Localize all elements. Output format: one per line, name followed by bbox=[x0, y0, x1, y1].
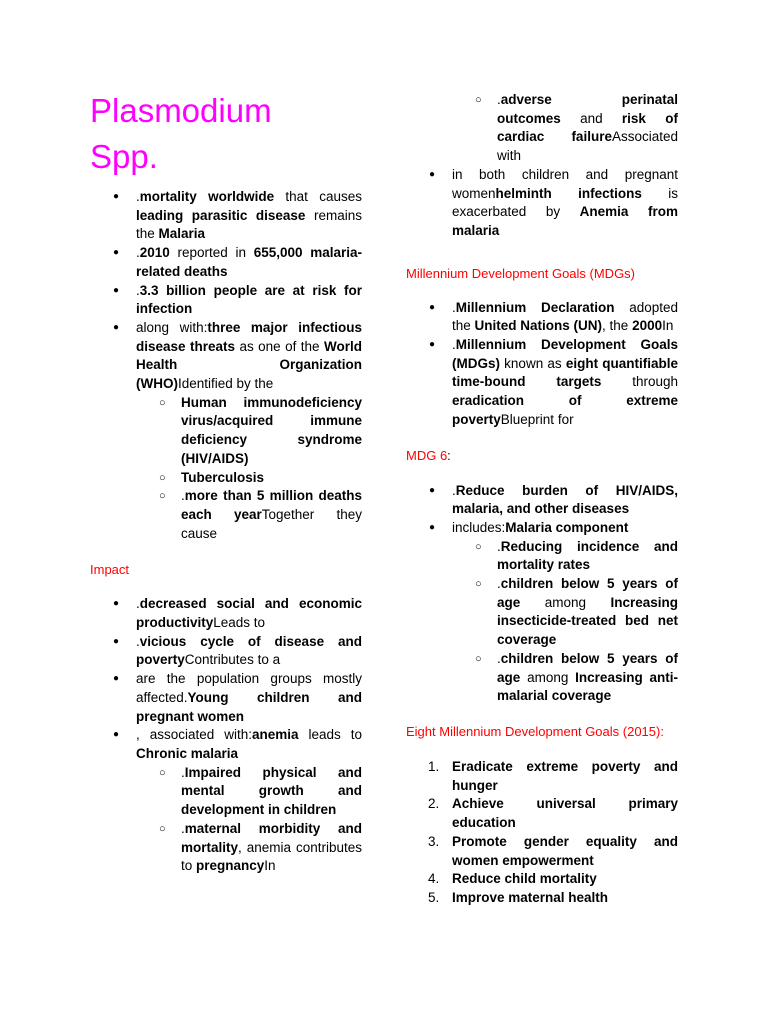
list-item: ● .2010 reported in 655,000 malaria-related deaths bbox=[90, 244, 362, 281]
mdg-list bbox=[406, 299, 678, 430]
list-item bbox=[90, 726, 362, 876]
sublist-item: ○ .Reducing incidence and mortality rates bbox=[452, 538, 678, 575]
list-item: ● are the population groups mostly affected.Young children and pregnant women bbox=[90, 670, 362, 726]
right-column bbox=[406, 0, 678, 908]
item-number: 3. bbox=[428, 833, 440, 849]
impact-heading: Impact bbox=[90, 562, 130, 578]
list-item-text: along with:three major infectious disease threats as one of the World Health Organization (WHO)Identified by the bbox=[136, 319, 362, 392]
item-text: Eradicate extreme poverty and hunger bbox=[452, 758, 678, 793]
numbered-item bbox=[406, 870, 678, 889]
list-item-text: , associated with:anemia leads to Chronic malaria bbox=[136, 727, 362, 761]
left-column bbox=[90, 0, 362, 876]
item-text: Improve maternal health bbox=[452, 889, 609, 905]
sublist-item: ○ .children below 5 years of age among Increasing insecticide-treated bed net coverage bbox=[452, 575, 678, 650]
numbered-item bbox=[406, 889, 678, 908]
item-number: 2. bbox=[428, 796, 440, 812]
numbered-item bbox=[406, 833, 678, 870]
list-item bbox=[406, 519, 678, 706]
item-text: Achieve universal primary education bbox=[452, 796, 678, 831]
list-item: ● .Reduce burden of HIV/AIDS, malaria, and other diseases bbox=[406, 482, 678, 519]
eight-goals-heading: Eight Millennium Development Goals (2015): bbox=[406, 723, 664, 739]
mdg6-heading bbox=[406, 447, 678, 465]
list-item-text: includes:Malaria component bbox=[452, 519, 629, 535]
list-item: ● .Millennium Development Goals (MDGs) known as eight quantifiable time-bound targets through eradication of extreme povertyBlueprint for bbox=[406, 336, 678, 430]
mdg6-colon: : bbox=[447, 447, 451, 463]
item-text: Reduce child mortality bbox=[452, 871, 597, 887]
page-title bbox=[90, 88, 362, 180]
continued-list bbox=[406, 166, 678, 241]
eight-goals-list bbox=[406, 758, 678, 908]
list-item: ● in both children and pregnant womenhelminth infections is exacerbated by Anemia from malaria bbox=[406, 166, 678, 241]
list-item: ● .mortality worldwide that causes leading parasitic disease remains the Malaria bbox=[90, 188, 362, 244]
sublist-item: ○ Tuberculosis bbox=[136, 469, 362, 488]
sublist-item: ○ .children below 5 years of age among Increasing anti-malarial coverage bbox=[452, 650, 678, 706]
sublist-item: ○ .Impaired physical and mental growth and development in children bbox=[136, 764, 362, 820]
title-line-1: Plasmodium bbox=[90, 92, 272, 129]
list-item bbox=[90, 319, 362, 543]
list-item: ● .vicious cycle of disease and povertyContributes to a bbox=[90, 633, 362, 670]
item-number: 1. bbox=[428, 758, 440, 774]
sublist-item: ○ .maternal morbidity and mortality, anemia contributes to pregnancyIn bbox=[136, 820, 362, 876]
mdg6-list bbox=[406, 482, 678, 706]
list-item: ● .Millennium Declaration adopted the United Nations (UN), the 2000In bbox=[406, 299, 678, 336]
intro-sublist bbox=[90, 394, 362, 544]
sublist-item: ○ .more than 5 million deaths each yearTogether they cause bbox=[136, 487, 362, 543]
mdg6-sublist bbox=[406, 538, 678, 706]
numbered-item bbox=[406, 795, 678, 832]
intro-list bbox=[90, 188, 362, 543]
mdg-heading: Millennium Development Goals (MDGs) bbox=[406, 265, 636, 281]
sublist-item: ○ .adverse perinatal outcomes and risk of cardiac failureAssociated with bbox=[452, 91, 678, 166]
impact-list bbox=[90, 595, 362, 876]
impact-sublist bbox=[90, 764, 362, 876]
item-number: 4. bbox=[428, 871, 440, 887]
sublist-item: ○ Human immunodeficiency virus/acquired immune deficiency syndrome (HIV/AIDS) bbox=[136, 394, 362, 469]
item-text: Promote gender equality and women empowerment bbox=[452, 833, 678, 868]
item-number: 5. bbox=[428, 889, 440, 905]
list-item: ● .decreased social and economic productivityLeads to bbox=[90, 595, 362, 632]
list-item: ● .3.3 billion people are at risk for infection bbox=[90, 282, 362, 319]
title-line-2: Spp. bbox=[90, 138, 158, 175]
mdg6-title: MDG 6 bbox=[406, 447, 448, 463]
continued-sublist bbox=[406, 91, 678, 166]
numbered-item bbox=[406, 758, 678, 795]
